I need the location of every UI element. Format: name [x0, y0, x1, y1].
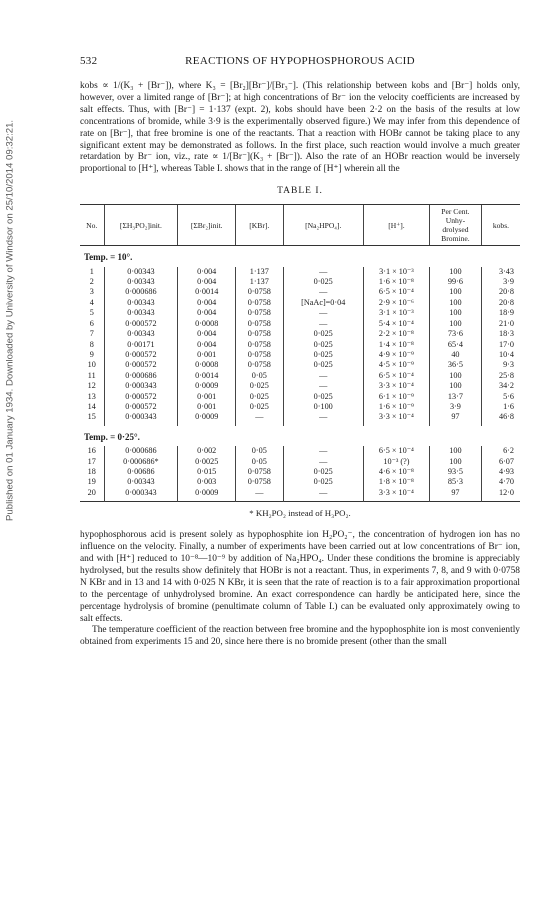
table-row [80, 457, 520, 467]
table-row [80, 371, 520, 381]
temperature-group-label [80, 426, 520, 446]
table-cell: 6·5 × 10⁻⁴ [363, 371, 429, 381]
table-cell: 0·0758 [236, 350, 283, 360]
temperature-label: Temp. = 10°. [84, 252, 133, 263]
table-cell: 0·0758 [236, 340, 283, 350]
table-cell: 0·05 [236, 446, 283, 456]
table-cell: 0·0014 [178, 371, 236, 381]
table-row [80, 350, 520, 360]
table-cell: 0·004 [178, 340, 236, 350]
table-cell: 0·0025 [178, 457, 236, 467]
table-cell: — [236, 488, 283, 502]
paragraph-2: hypophosphorous acid is present solely as hypophosphite ion H₂PO₂⁻, the concentration of hydrogen ion has no influence on the velocity. Finally, a number of experiments have been carried out at low concentrations of Br⁻ ion, and with [H⁺] reduced to 10⁻⁸—10⁻⁹ by addition of Na₂HPO₄. Under these conditions the bromine is appreciably hydrolysed, but the results show definitely that HOBr is not a reactant. Thus, in experiments 7, 8, and 9 with 0·0758 N KBr and in 13 and 14 with 0·025 N KBr, it is seen that the rate of reaction is to a fair approximation proportional to the percentage of unhydrolysed bromine. An exact correspondence can hardly be anticipated here, since the percentage hydrolysis of bromine (penultimate column of Table I.) can be evaluated only approximately owing to salt effects. [80, 530, 520, 624]
table-cell: 100 [429, 287, 481, 297]
table-cell: — [283, 308, 363, 318]
table-cell: 3·3 × 10⁻⁴ [363, 488, 429, 502]
table-cell: 0·004 [178, 298, 236, 308]
table-cell: 18·9 [481, 308, 520, 318]
paragraph-1: kobs ∝ 1/(K₃ + [Br⁻]), where K₃ = [Br₂][Br⁻]/[Br₃⁻]. (This relationship between kobs and [Br⁻] holds only, however, over a limited range of [Br⁻]; at high concentrations of Br⁻ ion the velocity coefficients are increased by salt effects. Thus, with [Br⁻] = 1·137 (expt. 2), kobs should have been 2·2 on the basis of the results at low concentrations of bromide, while 3·9 is the experimentally observed figure.) We may infer from this dependence of rate on [Br⁻], that free bromine is one of the reactants. That a reaction with HOBr cannot be taking place to any significant extent may be demonstrated as follows. In the first place, such reaction would involve a much greater retardation by Br⁻ ion, viz., rate ∝ 1/[Br⁻](K₃ + [Br⁻]). Also the rate of an HOBr reaction would be inversely proportional to [H⁺], whereas Table I. shows that in the range of [H⁺] wherein all the [80, 81, 520, 175]
table-cell: 13·7 [429, 392, 481, 402]
table-cell: 0·025 [236, 392, 283, 402]
table-cell: 0·000686* [104, 457, 178, 467]
table-cell: — [283, 412, 363, 425]
table-title: TABLE I. [277, 186, 323, 197]
table-cell: 9·3 [481, 360, 520, 370]
table-cell: — [236, 412, 283, 425]
table-cell: 3 [89, 287, 94, 297]
table-cell: 0·0758 [236, 319, 283, 329]
table-cell: 0·025 [283, 340, 363, 350]
table-cell: 1·6 × 10⁻⁸ [363, 277, 429, 287]
download-watermark: Published on 01 January 1934. Downloaded by University of Windsor on 25/10/2014 09:32:21. [4, 119, 16, 521]
table-cell: 0·002 [178, 446, 236, 456]
table-cell: 99·6 [429, 277, 481, 287]
table-row [80, 277, 520, 287]
table-row [80, 412, 520, 425]
table-cell: 15 [87, 412, 96, 422]
table-cell: — [283, 267, 363, 277]
table-cell: 3·1 × 10⁻³ [363, 308, 429, 318]
col-header: [H⁺]. [363, 205, 429, 246]
table-cell: 1·6 [481, 402, 520, 412]
table-cell: 0·000686 [104, 287, 178, 297]
table-cell: 0·0009 [178, 488, 236, 502]
table-cell: 4·93 [481, 467, 520, 477]
table-cell: 4·70 [481, 477, 520, 487]
table-row [80, 446, 520, 456]
table-cell: 1·137 [236, 267, 283, 277]
table-cell: 0·000686 [104, 371, 178, 381]
running-title: REACTIONS OF HYPOPHOSPHOROUS ACID [185, 55, 415, 67]
table-cell: 0·000572 [104, 392, 178, 402]
table-cell: 10 [87, 360, 96, 370]
table-cell: — [283, 381, 363, 391]
table-cell: 3·3 × 10⁻⁴ [363, 412, 429, 425]
table-cell: 0·0014 [178, 287, 236, 297]
table-cell: 3·3 × 10⁻⁴ [363, 381, 429, 391]
table-cell: 0·004 [178, 308, 236, 318]
table-cell: 0·000343 [104, 412, 178, 425]
table-cell: 0·000343 [104, 381, 178, 391]
table-cell: 100 [429, 298, 481, 308]
table-cell: 100 [429, 446, 481, 456]
table-cell: 0·0758 [236, 308, 283, 318]
table-cell: 10·4 [481, 350, 520, 360]
table-cell: 8 [89, 339, 94, 349]
table-cell: 17·0 [481, 340, 520, 350]
table-header-row [80, 205, 520, 246]
table-cell: 0·00343 [104, 308, 178, 318]
table-cell: 100 [429, 267, 481, 277]
table-cell: — [283, 287, 363, 297]
table-cell: 1·137 [236, 277, 283, 287]
table-cell: 0·000572 [104, 319, 178, 329]
table-cell: 97 [429, 412, 481, 425]
table-cell: 46·8 [481, 412, 520, 425]
table-cell: 4·6 × 10⁻⁸ [363, 467, 429, 477]
table-row [80, 319, 520, 329]
table-cell: 4·9 × 10⁻⁹ [363, 350, 429, 360]
table-cell: 0·004 [178, 277, 236, 287]
table-cell: 85·3 [429, 477, 481, 487]
table-cell: 19 [87, 477, 96, 487]
table-cell: 0·003 [178, 477, 236, 487]
table-cell: 18 [87, 466, 96, 476]
table-cell: 3·9 [429, 402, 481, 412]
data-table [80, 204, 520, 502]
table-cell: [NaAc]=0·04 [283, 298, 363, 308]
col-header: No. [80, 205, 104, 246]
table-cell: 2·2 × 10⁻⁸ [363, 329, 429, 339]
table-cell: 0·0008 [178, 319, 236, 329]
table-row [80, 488, 520, 502]
table-footnote: * KH₂PO₂ instead of H₃PO₂. [249, 508, 351, 519]
table-cell: 0·0758 [236, 467, 283, 477]
table-cell: 0·001 [178, 350, 236, 360]
journal-page [80, 55, 520, 649]
col-header: [ΣH₃PO₂]init. [104, 205, 178, 246]
table-cell: 0·001 [178, 402, 236, 412]
table-cell: 20 [87, 487, 96, 497]
table-cell: 9 [89, 349, 94, 359]
table-cell: 0·004 [178, 267, 236, 277]
table-cell: 17 [87, 456, 96, 466]
table-cell: 0·000343 [104, 488, 178, 502]
table-cell: 11 [87, 370, 96, 380]
table-cell: 4·5 × 10⁻⁹ [363, 360, 429, 370]
table-row [80, 340, 520, 350]
table-cell: 100 [429, 457, 481, 467]
table-cell: — [283, 319, 363, 329]
table-cell: 100 [429, 308, 481, 318]
temperature-label: Temp. = 0·25°. [84, 431, 140, 442]
table-cell: 6·1 × 10⁻⁹ [363, 392, 429, 402]
table-cell: 34·2 [481, 381, 520, 391]
table-cell: 1 [89, 266, 94, 276]
table-cell: 3·43 [481, 267, 520, 277]
col-header: [ΣBr₂]init. [178, 205, 236, 246]
table-cell: 0·05 [236, 457, 283, 467]
table-cell: — [283, 446, 363, 456]
table-cell: 20·8 [481, 287, 520, 297]
table-cell: 0·015 [178, 467, 236, 477]
table-cell: 6·2 [481, 446, 520, 456]
table-cell: 0·0009 [178, 381, 236, 391]
table-cell: 3·1 × 10⁻³ [363, 267, 429, 277]
table-cell: 0·025 [236, 402, 283, 412]
table-cell: 6·5 × 10⁻⁴ [363, 287, 429, 297]
table-cell: 0·004 [178, 329, 236, 339]
table-cell: 1·4 × 10⁻⁸ [363, 340, 429, 350]
table-cell: 1·8 × 10⁻⁸ [363, 477, 429, 487]
table-cell: 0·025 [283, 329, 363, 339]
table-cell: 13 [87, 391, 96, 401]
table-row [80, 402, 520, 412]
col-header: kobs. [481, 205, 520, 246]
table-cell: 0·0758 [236, 287, 283, 297]
table-cell: 0·0758 [236, 477, 283, 487]
temperature-group-label [80, 246, 520, 267]
table-row [80, 477, 520, 487]
table-cell: 0·025 [283, 392, 363, 402]
table-cell: 0·025 [283, 277, 363, 287]
table-cell: 0·05 [236, 371, 283, 381]
table-cell: 2 [89, 277, 94, 287]
table-cell: 0·0009 [178, 412, 236, 425]
table-row [80, 308, 520, 318]
col-header: [Na₂HPO₄]. [283, 205, 363, 246]
table-cell: 21·0 [481, 319, 520, 329]
table-cell: 73·6 [429, 329, 481, 339]
table-cell: 0·0758 [236, 329, 283, 339]
table-cell: 0·00343 [104, 329, 178, 339]
table-cell: 0·100 [283, 402, 363, 412]
table-cell: 12·0 [481, 488, 520, 502]
table-cell: 0·000572 [104, 402, 178, 412]
table-cell: 0·025 [283, 360, 363, 370]
table-cell: 97 [429, 488, 481, 502]
table-cell: 6·07 [481, 457, 520, 467]
table-cell: 0·00343 [104, 477, 178, 487]
table-cell: 40 [429, 350, 481, 360]
table-cell: 0·001 [178, 392, 236, 402]
table-cell: 10⁻³ (?) [363, 457, 429, 467]
table-cell: 5·4 × 10⁻⁴ [363, 319, 429, 329]
table-cell: 2·9 × 10⁻⁶ [363, 298, 429, 308]
table-cell: 0·00686 [104, 467, 178, 477]
table-cell: 0·000572 [104, 350, 178, 360]
paragraph-3: The temperature coefficient of the reaction between free bromine and the hypophosphite ion is most conveniently obtained from experiments 15 and 20, since here there is no bromide present (other than the small [80, 625, 520, 648]
table-cell: 0·00343 [104, 267, 178, 277]
table-row [80, 329, 520, 339]
table-cell: 0·025 [283, 467, 363, 477]
table-cell: 14 [87, 401, 96, 411]
table-row [80, 381, 520, 391]
table-cell: 0·025 [236, 381, 283, 391]
table-cell: — [283, 488, 363, 502]
table-row [80, 267, 520, 277]
table-row [80, 360, 520, 370]
table-row [80, 298, 520, 308]
table-cell: 0·0758 [236, 360, 283, 370]
table-cell: 0·000686 [104, 446, 178, 456]
table-cell: 0·000572 [104, 360, 178, 370]
table-cell: 0·025 [283, 350, 363, 360]
table-row [80, 287, 520, 297]
table-cell: 16 [87, 446, 96, 456]
table-cell: 100 [429, 381, 481, 391]
table-row [80, 392, 520, 402]
page-number: 532 [80, 55, 98, 67]
table-cell: 65·4 [429, 340, 481, 350]
table-cell: 36·5 [429, 360, 481, 370]
table-cell: 25·8 [481, 371, 520, 381]
col-header: [KBr]. [236, 205, 283, 246]
table-cell: 100 [429, 371, 481, 381]
table-cell: 18·3 [481, 329, 520, 339]
table-cell: 7 [89, 329, 94, 339]
table-cell: 93·5 [429, 467, 481, 477]
table-cell: 100 [429, 319, 481, 329]
table-cell: 5 [89, 308, 94, 318]
table-cell: 6 [89, 318, 94, 328]
table-cell: — [283, 371, 363, 381]
table-cell: 0·0758 [236, 298, 283, 308]
table-row [80, 467, 520, 477]
col-header: Per Cent. Unhy- drolysed Bromine. [429, 205, 481, 246]
table-cell: — [283, 457, 363, 467]
table-cell: 20·8 [481, 298, 520, 308]
running-head [80, 55, 520, 67]
table-cell: 4 [89, 297, 94, 307]
table-cell: 0·00343 [104, 298, 178, 308]
table-cell: 0·00171 [104, 340, 178, 350]
table-cell: 3·9 [481, 277, 520, 287]
table-cell: 6·5 × 10⁻⁴ [363, 446, 429, 456]
table-cell: 0·0008 [178, 360, 236, 370]
table-cell: 0·00343 [104, 277, 178, 287]
table-cell: 12 [87, 381, 96, 391]
table-cell: 0·025 [283, 477, 363, 487]
table-cell: 1·6 × 10⁻⁹ [363, 402, 429, 412]
table-cell: 5·6 [481, 392, 520, 402]
